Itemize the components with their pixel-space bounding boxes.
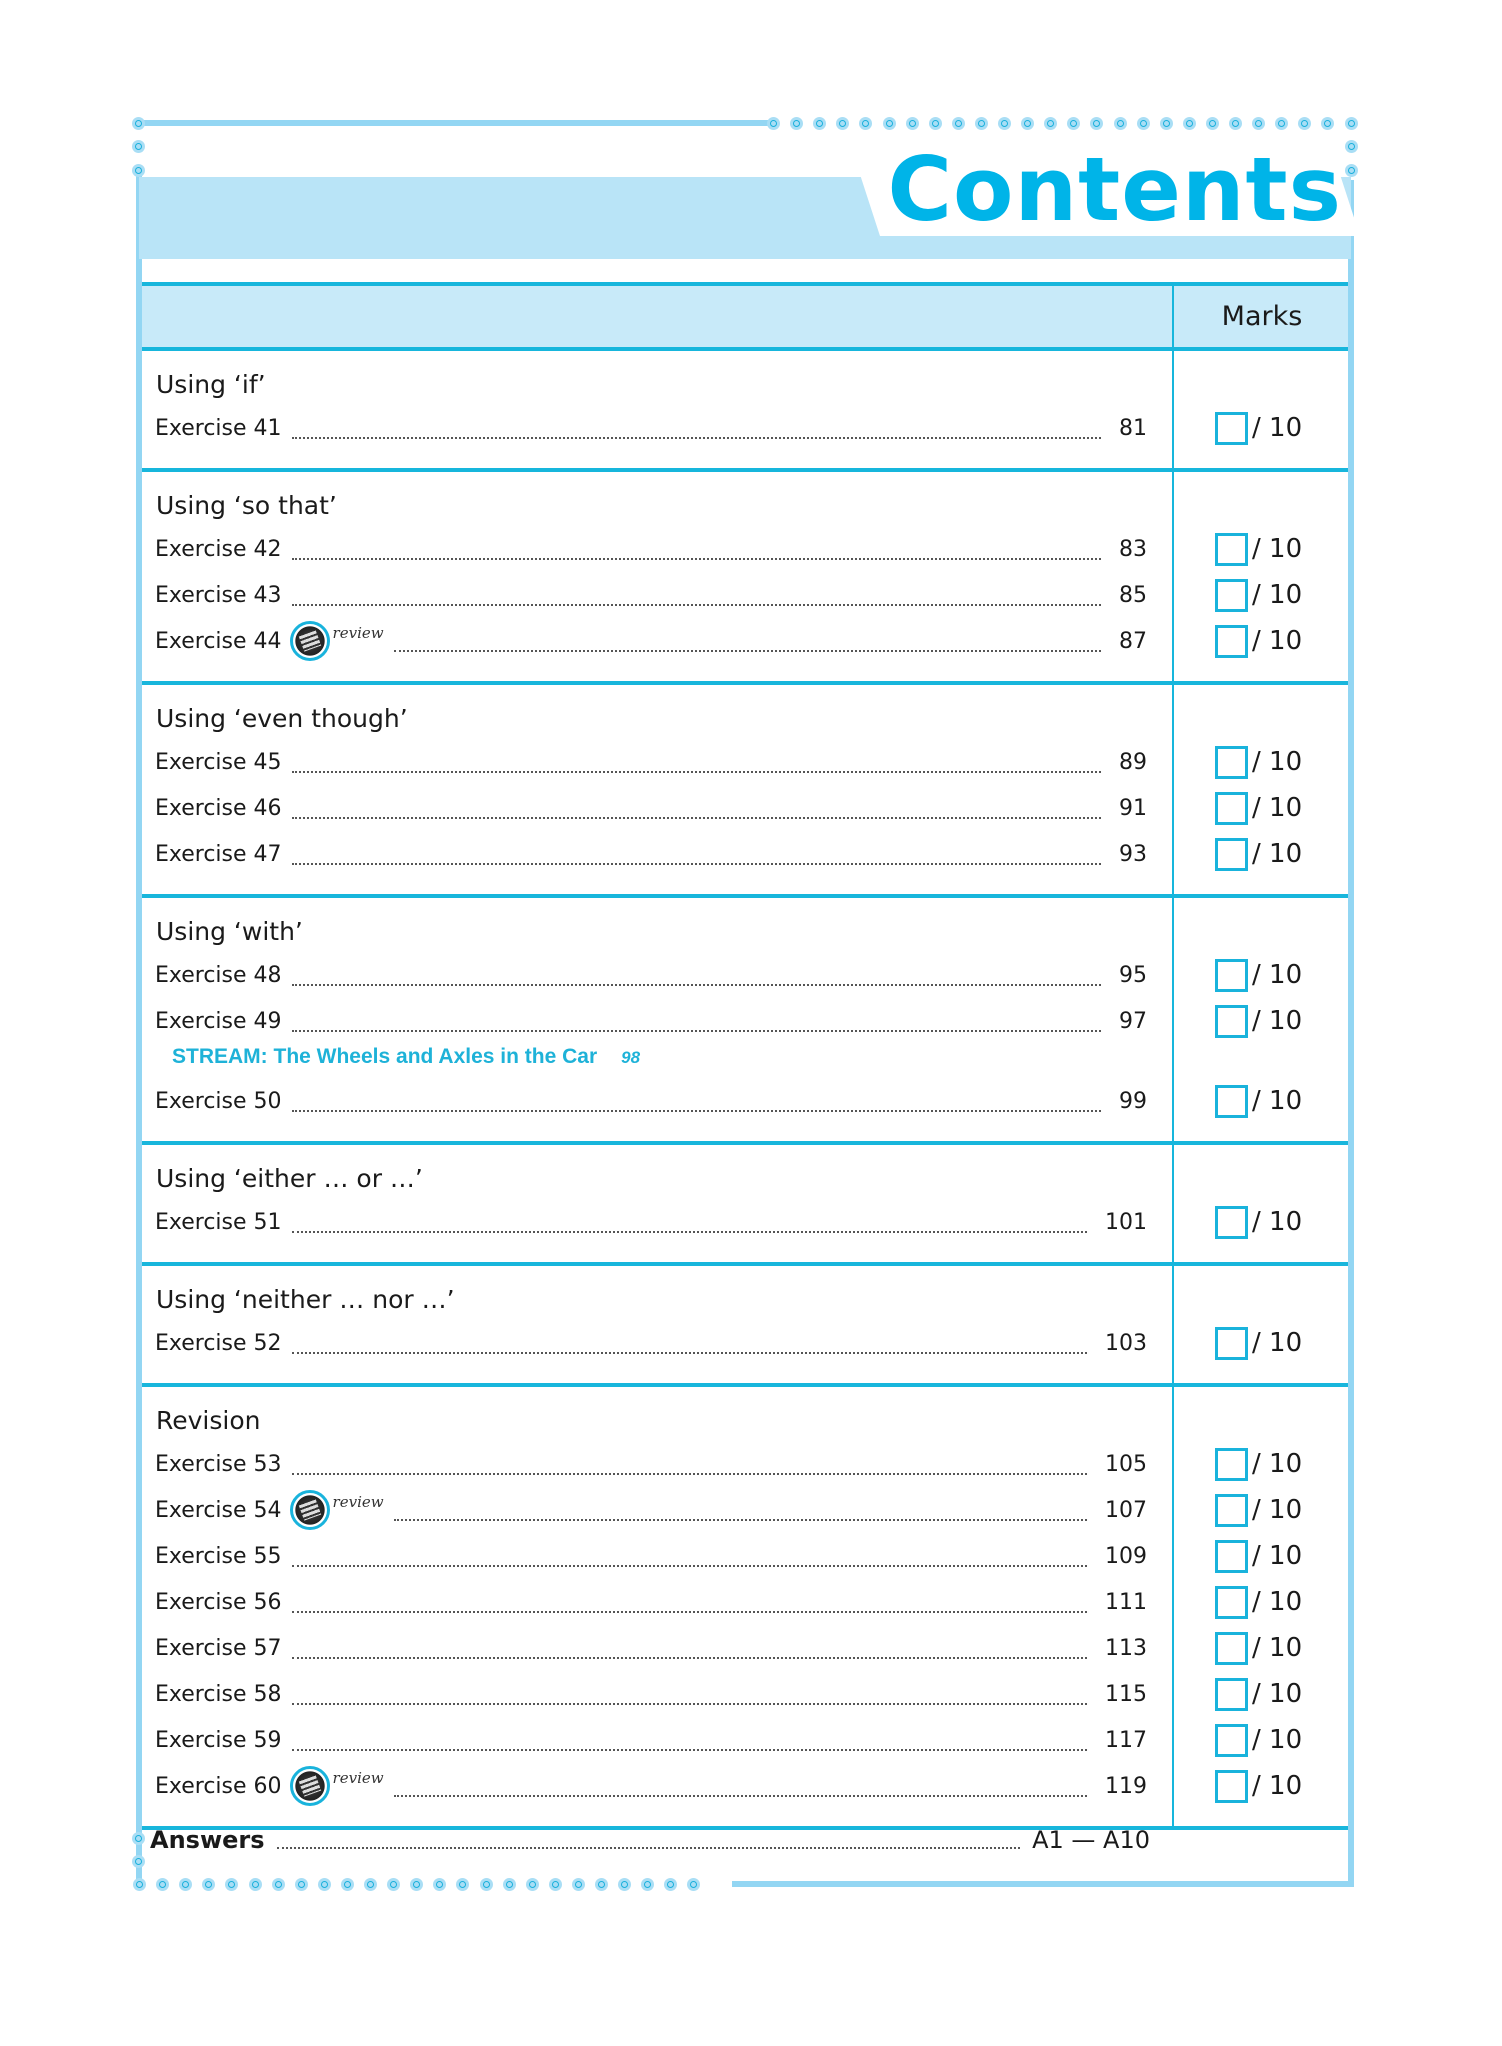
marks-checkbox[interactable] bbox=[1215, 1005, 1248, 1038]
section-title: Using ‘if’ bbox=[156, 370, 266, 399]
exercise-row[interactable] bbox=[142, 739, 1348, 785]
page-number: 103 bbox=[1105, 1330, 1147, 1356]
border-dot bbox=[998, 117, 1011, 130]
section bbox=[142, 472, 1348, 685]
marks-total: / 10 bbox=[1252, 793, 1303, 823]
page-number: 101 bbox=[1105, 1209, 1147, 1235]
marks-total: / 10 bbox=[1252, 534, 1303, 564]
border-dot bbox=[156, 1878, 169, 1891]
exercise-label: Exercise 45 bbox=[155, 749, 282, 775]
border-dot bbox=[480, 1878, 493, 1891]
section bbox=[142, 685, 1348, 898]
exercise-row[interactable] bbox=[142, 618, 1348, 664]
exercise-row[interactable] bbox=[142, 526, 1348, 572]
exercise-row[interactable] bbox=[142, 1078, 1348, 1124]
page-number: 117 bbox=[1105, 1727, 1147, 1753]
border-dot bbox=[433, 1878, 446, 1891]
marks-checkbox[interactable] bbox=[1215, 1448, 1248, 1481]
border-dot bbox=[767, 117, 780, 130]
marks-total: / 10 bbox=[1252, 1328, 1303, 1358]
section bbox=[142, 1266, 1348, 1387]
exercise-row[interactable] bbox=[142, 572, 1348, 618]
page-number: 107 bbox=[1105, 1497, 1147, 1523]
border-dot bbox=[813, 117, 826, 130]
border-dot bbox=[549, 1878, 562, 1891]
stream-link[interactable] bbox=[142, 1044, 1348, 1078]
border-dot bbox=[790, 117, 803, 130]
review-label: review bbox=[332, 1769, 384, 1787]
marks-total: / 10 bbox=[1252, 1633, 1303, 1663]
border-dot bbox=[975, 117, 988, 130]
border-dot bbox=[1252, 117, 1265, 130]
exercise-label: Exercise 48 bbox=[155, 962, 282, 988]
border-dot bbox=[1114, 117, 1127, 130]
border-dot bbox=[132, 140, 145, 153]
marks-total: / 10 bbox=[1252, 960, 1303, 990]
marks-checkbox[interactable] bbox=[1215, 838, 1248, 871]
section-title: Revision bbox=[156, 1406, 261, 1435]
border-dot bbox=[836, 117, 849, 130]
section-title: Using ‘neither … nor …’ bbox=[156, 1285, 455, 1314]
exercise-row[interactable] bbox=[142, 1579, 1348, 1625]
exercise-row[interactable] bbox=[142, 1763, 1348, 1809]
border-dot bbox=[572, 1878, 585, 1891]
border-dot bbox=[364, 1878, 377, 1891]
border-dot bbox=[133, 1878, 146, 1891]
marks-total: / 10 bbox=[1252, 1725, 1303, 1755]
answers-label: Answers bbox=[150, 1826, 265, 1854]
marks-total: / 10 bbox=[1252, 413, 1303, 443]
marks-total: / 10 bbox=[1252, 1495, 1303, 1525]
marks-checkbox[interactable] bbox=[1215, 959, 1248, 992]
exercise-row[interactable] bbox=[142, 785, 1348, 831]
marks-column-header: Marks bbox=[1172, 286, 1350, 347]
border-dot bbox=[929, 117, 942, 130]
exercise-row[interactable] bbox=[142, 1533, 1348, 1579]
page-number: 81 bbox=[1119, 415, 1147, 441]
marks-total: / 10 bbox=[1252, 626, 1303, 656]
border-dot bbox=[1345, 140, 1358, 153]
marks-checkbox[interactable] bbox=[1215, 746, 1248, 779]
marks-total: / 10 bbox=[1252, 1449, 1303, 1479]
border-dot bbox=[859, 117, 872, 130]
border-dot bbox=[1021, 117, 1034, 130]
border-dot bbox=[202, 1878, 215, 1891]
border-dot bbox=[225, 1878, 238, 1891]
exercise-row[interactable] bbox=[142, 831, 1348, 877]
exercise-row[interactable] bbox=[142, 1625, 1348, 1671]
section-title: Using ‘even though’ bbox=[156, 704, 408, 733]
marks-checkbox[interactable] bbox=[1215, 1770, 1248, 1803]
page-number: 115 bbox=[1105, 1681, 1147, 1707]
marks-total: / 10 bbox=[1252, 1771, 1303, 1801]
border-dot bbox=[295, 1878, 308, 1891]
exercise-row[interactable] bbox=[142, 405, 1348, 451]
marks-checkbox[interactable] bbox=[1215, 1724, 1248, 1757]
page-number: 83 bbox=[1119, 536, 1147, 562]
border-dot bbox=[387, 1878, 400, 1891]
stream-label: STREAM: The Wheels and Axles in the Car bbox=[172, 1045, 598, 1068]
border-dot bbox=[456, 1878, 469, 1891]
border-dot bbox=[1067, 117, 1080, 130]
border-dot bbox=[906, 117, 919, 130]
bottom-border-line bbox=[732, 1881, 1354, 1887]
border-dot bbox=[1137, 117, 1150, 130]
marks-checkbox[interactable] bbox=[1215, 412, 1248, 445]
exercise-label: Exercise 53 bbox=[155, 1451, 282, 1477]
border-dot bbox=[1229, 117, 1242, 130]
exercise-row[interactable] bbox=[142, 1487, 1348, 1533]
exercise-label: Exercise 56 bbox=[155, 1589, 282, 1615]
exercise-row[interactable] bbox=[142, 1671, 1348, 1717]
border-dot bbox=[249, 1878, 262, 1891]
border-dot bbox=[1183, 117, 1196, 130]
border-dot bbox=[1090, 117, 1103, 130]
top-border-line bbox=[139, 120, 769, 126]
marks-checkbox[interactable] bbox=[1215, 1494, 1248, 1527]
border-dot bbox=[883, 117, 896, 130]
exercise-row[interactable] bbox=[142, 998, 1348, 1044]
border-dot bbox=[179, 1878, 192, 1891]
exercise-label: Exercise 57 bbox=[155, 1635, 282, 1661]
border-dot bbox=[952, 117, 965, 130]
section-title: Using ‘with’ bbox=[156, 917, 303, 946]
exercise-label: Exercise 43 bbox=[155, 582, 282, 608]
marks-checkbox[interactable] bbox=[1215, 1085, 1248, 1118]
marks-total: / 10 bbox=[1252, 747, 1303, 777]
marks-checkbox[interactable] bbox=[1215, 1206, 1248, 1239]
border-dot bbox=[1298, 117, 1311, 130]
section-title: Using ‘so that’ bbox=[156, 491, 337, 520]
border-dot bbox=[132, 117, 145, 130]
exercise-label: Exercise 55 bbox=[155, 1543, 282, 1569]
exercise-label: Exercise 44 bbox=[155, 628, 282, 654]
answers-row[interactable] bbox=[150, 1820, 1150, 1860]
exercise-row[interactable] bbox=[142, 952, 1348, 998]
exercise-label: Exercise 51 bbox=[155, 1209, 282, 1235]
border-dot bbox=[1321, 117, 1334, 130]
page-number: 91 bbox=[1119, 795, 1147, 821]
marks-checkbox[interactable] bbox=[1215, 792, 1248, 825]
page-number: 109 bbox=[1105, 1543, 1147, 1569]
page-number: 89 bbox=[1119, 749, 1147, 775]
marks-checkbox[interactable] bbox=[1215, 1678, 1248, 1711]
page-number: 111 bbox=[1105, 1589, 1147, 1615]
marks-total: / 10 bbox=[1252, 1086, 1303, 1116]
border-dot bbox=[503, 1878, 516, 1891]
marks-checkbox[interactable] bbox=[1215, 1540, 1248, 1573]
exercise-row[interactable] bbox=[142, 1441, 1348, 1487]
right-border-line bbox=[1348, 180, 1354, 1884]
border-dot bbox=[641, 1878, 654, 1891]
exercise-label: Exercise 52 bbox=[155, 1330, 282, 1356]
border-dot bbox=[272, 1878, 285, 1891]
border-dot bbox=[1345, 164, 1358, 177]
exercise-label: Exercise 42 bbox=[155, 536, 282, 562]
page-title: Contents bbox=[887, 138, 1342, 241]
exercise-label: Exercise 49 bbox=[155, 1008, 282, 1034]
marks-checkbox[interactable] bbox=[1215, 533, 1248, 566]
dot-leader bbox=[277, 1847, 1021, 1849]
section bbox=[142, 1387, 1348, 1830]
page-number: 93 bbox=[1119, 841, 1147, 867]
marks-checkbox[interactable] bbox=[1215, 1586, 1248, 1619]
marks-total: / 10 bbox=[1252, 580, 1303, 610]
marks-checkbox[interactable] bbox=[1215, 625, 1248, 658]
border-dot bbox=[595, 1878, 608, 1891]
exercise-label: Exercise 54 bbox=[155, 1497, 282, 1523]
exercise-label: Exercise 46 bbox=[155, 795, 282, 821]
review-label: review bbox=[332, 1493, 384, 1511]
page-number: 113 bbox=[1105, 1635, 1147, 1661]
answers-pages: A1 — A10 bbox=[1032, 1826, 1150, 1854]
marks-total: / 10 bbox=[1252, 839, 1303, 869]
exercise-label: Exercise 47 bbox=[155, 841, 282, 867]
marks-total: / 10 bbox=[1252, 1679, 1303, 1709]
border-dot bbox=[132, 1855, 145, 1868]
exercise-label: Exercise 60 bbox=[155, 1773, 282, 1799]
exercise-label: Exercise 58 bbox=[155, 1681, 282, 1707]
marks-checkbox[interactable] bbox=[1215, 1632, 1248, 1665]
border-dot bbox=[618, 1878, 631, 1891]
exercise-label: Exercise 50 bbox=[155, 1088, 282, 1114]
table-header bbox=[142, 282, 1348, 351]
marks-total: / 10 bbox=[1252, 1006, 1303, 1036]
border-dot bbox=[341, 1878, 354, 1891]
page-number: 105 bbox=[1105, 1451, 1147, 1477]
marks-total: / 10 bbox=[1252, 1587, 1303, 1617]
marks-total: / 10 bbox=[1252, 1207, 1303, 1237]
exercise-row[interactable] bbox=[142, 1717, 1348, 1763]
border-dot bbox=[687, 1878, 700, 1891]
exercise-label: Exercise 59 bbox=[155, 1727, 282, 1753]
exercise-row[interactable] bbox=[142, 1199, 1348, 1245]
stream-page: 98 bbox=[621, 1048, 641, 1067]
border-dot bbox=[526, 1878, 539, 1891]
sections-container bbox=[142, 351, 1348, 1830]
page-number: 99 bbox=[1119, 1088, 1147, 1114]
border-dot bbox=[318, 1878, 331, 1891]
marks-total: / 10 bbox=[1252, 1541, 1303, 1571]
page-number: 95 bbox=[1119, 962, 1147, 988]
border-dot bbox=[410, 1878, 423, 1891]
marks-checkbox[interactable] bbox=[1215, 1327, 1248, 1360]
contents-table bbox=[142, 282, 1348, 1830]
border-dot bbox=[664, 1878, 677, 1891]
page-number: 97 bbox=[1119, 1008, 1147, 1034]
border-dot bbox=[1206, 117, 1219, 130]
border-dot bbox=[132, 164, 145, 177]
page-number: 119 bbox=[1105, 1773, 1147, 1799]
exercise-label: Exercise 41 bbox=[155, 415, 282, 441]
border-dot bbox=[1044, 117, 1057, 130]
exercise-row[interactable] bbox=[142, 1320, 1348, 1366]
section bbox=[142, 1145, 1348, 1266]
border-dot bbox=[132, 1832, 145, 1845]
border-dot bbox=[1345, 117, 1358, 130]
section bbox=[142, 351, 1348, 472]
border-dot bbox=[1160, 117, 1173, 130]
marks-checkbox[interactable] bbox=[1215, 579, 1248, 612]
border-dot bbox=[1275, 117, 1288, 130]
section-title: Using ‘either … or …’ bbox=[156, 1164, 423, 1193]
review-label: review bbox=[332, 624, 384, 642]
section bbox=[142, 898, 1348, 1145]
page-number: 87 bbox=[1119, 628, 1147, 654]
page-number: 85 bbox=[1119, 582, 1147, 608]
